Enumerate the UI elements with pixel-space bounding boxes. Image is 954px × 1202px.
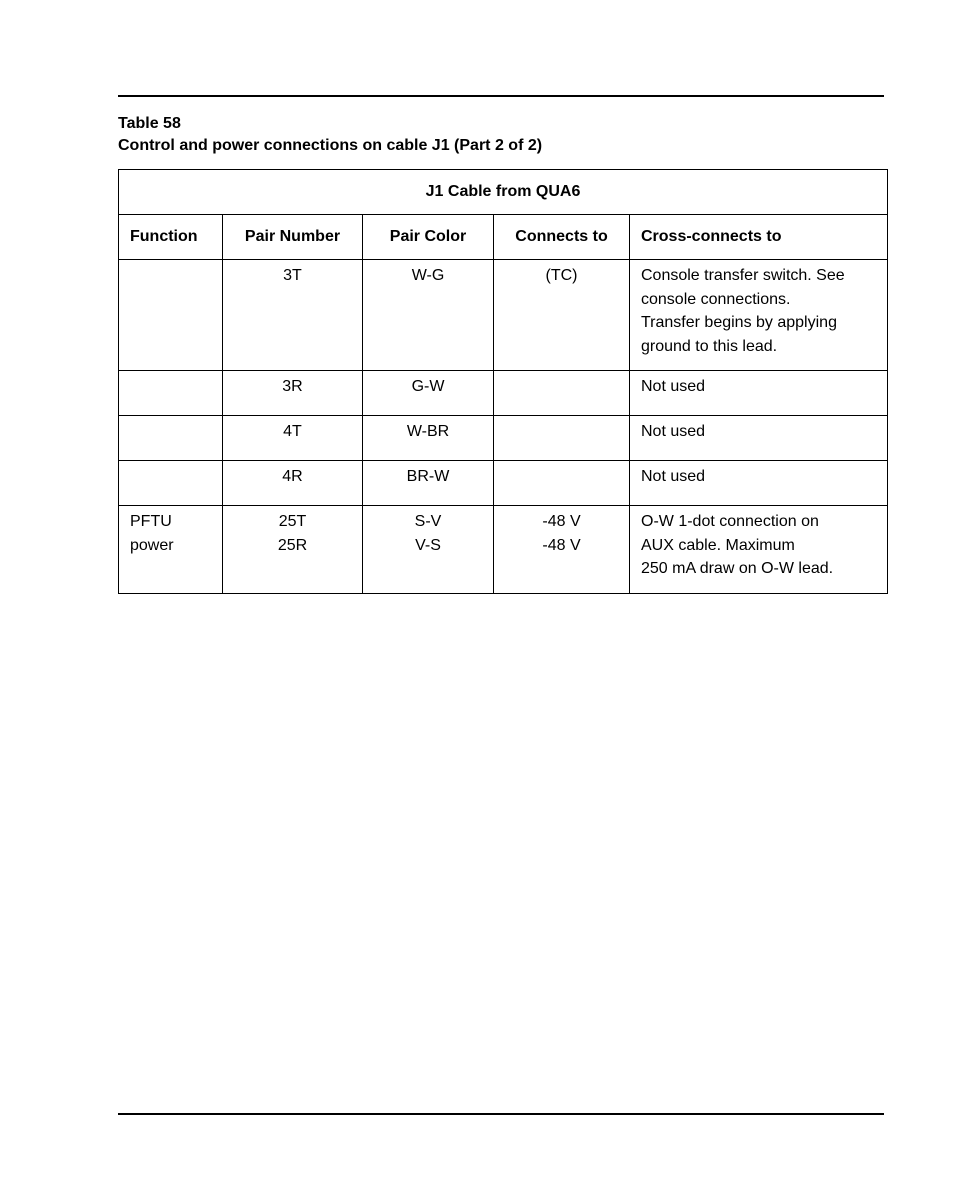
cell-pair-number bbox=[223, 371, 363, 416]
header-function: Function bbox=[119, 215, 223, 260]
table-caption bbox=[118, 113, 542, 157]
cell-function bbox=[119, 260, 223, 371]
table-number: Table 58 bbox=[118, 115, 181, 132]
cell-function bbox=[119, 371, 223, 416]
cell-line: power bbox=[130, 536, 174, 554]
cell-connects-to bbox=[494, 371, 630, 416]
table-row bbox=[119, 260, 888, 371]
cell-line: W-BR bbox=[406, 423, 450, 440]
cell-line: W-G bbox=[411, 267, 445, 284]
cell-line: PFTU bbox=[130, 513, 172, 530]
cell-line: -48 V bbox=[542, 536, 581, 554]
cell-pair-number bbox=[223, 506, 363, 594]
cell-line: ground to this lead. bbox=[641, 337, 778, 355]
cell-cross-connects-to bbox=[630, 461, 888, 506]
cell-line: 4R bbox=[282, 468, 303, 485]
table-row bbox=[119, 461, 888, 506]
cell-line: 25T bbox=[278, 513, 307, 530]
cell-line: -48 V bbox=[542, 513, 581, 530]
cell-line: G-W bbox=[411, 378, 445, 395]
cell-line: S-V bbox=[414, 513, 442, 530]
cell-pair-number bbox=[223, 461, 363, 506]
cell-pair-color bbox=[363, 506, 494, 594]
cell-pair-color bbox=[363, 260, 494, 371]
cell-line: Not used bbox=[641, 468, 706, 485]
cell-line: AUX cable. Maximum bbox=[641, 536, 795, 554]
top-rule bbox=[118, 95, 884, 97]
header-connects-to: Connects to bbox=[494, 215, 630, 260]
table-banner: J1 Cable from QUA6 bbox=[119, 170, 888, 215]
table-row bbox=[119, 506, 888, 594]
cell-connects-to bbox=[494, 461, 630, 506]
cell-connects-to bbox=[494, 416, 630, 461]
header-row bbox=[119, 215, 888, 260]
cell-connects-to bbox=[494, 260, 630, 371]
cell-function bbox=[119, 461, 223, 506]
cell-line: Transfer begins by applying bbox=[641, 314, 837, 331]
cell-line: console connections. bbox=[641, 290, 791, 308]
cell-cross-connects-to bbox=[630, 260, 888, 371]
cell-pair-color bbox=[363, 416, 494, 461]
cell-line: Not used bbox=[641, 423, 706, 440]
cell-pair-number bbox=[223, 260, 363, 371]
cell-line: 25R bbox=[277, 536, 308, 554]
cell-function bbox=[119, 506, 223, 594]
cell-function bbox=[119, 416, 223, 461]
header-pair-color: Pair Color bbox=[363, 215, 494, 260]
cell-line: Not used bbox=[641, 378, 706, 395]
table-title: Control and power connections on cable J1 (Part 2 of 2) bbox=[118, 137, 543, 154]
cell-line: (TC) bbox=[545, 267, 578, 284]
cell-line: 3R bbox=[282, 378, 303, 395]
cell-connects-to bbox=[494, 506, 630, 594]
table-row bbox=[119, 416, 888, 461]
cell-pair-color bbox=[363, 371, 494, 416]
cell-line: 3T bbox=[283, 267, 302, 284]
cell-pair-color bbox=[363, 461, 494, 506]
bottom-rule bbox=[118, 1113, 884, 1115]
header-pair-number: Pair Number bbox=[223, 215, 363, 260]
table-row bbox=[119, 371, 888, 416]
table-body bbox=[119, 260, 888, 594]
cell-line: 250 mA draw on O-W lead. bbox=[641, 560, 834, 577]
cell-cross-connects-to bbox=[630, 371, 888, 416]
cell-line: BR-W bbox=[406, 468, 450, 485]
cell-line: 4T bbox=[283, 423, 302, 440]
cell-cross-connects-to bbox=[630, 506, 888, 594]
connections-table bbox=[118, 169, 888, 594]
cell-line: Console transfer switch. See bbox=[641, 267, 845, 284]
header-cross-connects-to: Cross-connects to bbox=[630, 215, 888, 260]
cell-cross-connects-to bbox=[630, 416, 888, 461]
cell-pair-number bbox=[223, 416, 363, 461]
table-banner-row bbox=[119, 170, 888, 215]
cell-line: O-W 1-dot connection on bbox=[641, 513, 819, 530]
cell-line: V-S bbox=[415, 536, 441, 554]
